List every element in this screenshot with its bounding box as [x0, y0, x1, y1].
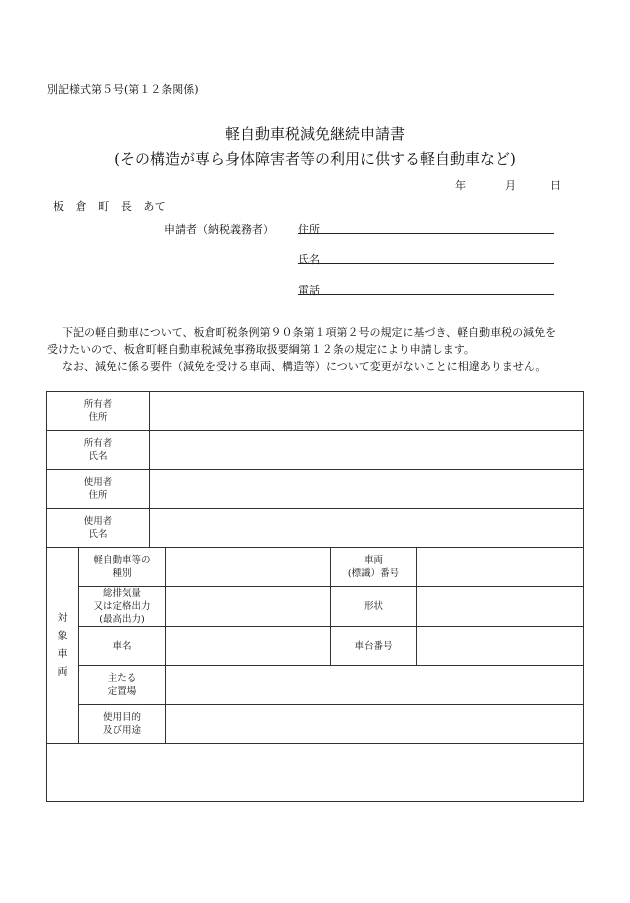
- date-day: 日: [550, 179, 561, 192]
- owner-name-field[interactable]: [150, 431, 584, 470]
- document-subtitle: (その構造が専ら身体障害者等の利用に供する軽自動車など): [114, 150, 516, 168]
- displacement-field[interactable]: [166, 587, 331, 627]
- name-label: 氏名: [298, 253, 320, 266]
- vehicle-name-label: 車名: [79, 627, 166, 666]
- vehicle-name-field[interactable]: [166, 627, 331, 666]
- vehicle-group-label: 対 象 車 両: [47, 548, 79, 744]
- date-month: 月: [505, 179, 516, 192]
- body-line-3: なお、減免に係る要件（減免を受ける車両、構造等）について変更がないことに相違ありません。: [62, 360, 547, 373]
- address-label: 住所: [298, 223, 320, 236]
- purpose-label: 使用目的 及び用途: [79, 705, 166, 744]
- date-year: 年: [455, 179, 466, 192]
- vehicle-type-label: 軽自動車等の 種別: [79, 548, 166, 587]
- name-line[interactable]: [298, 263, 554, 264]
- addressee: 板 倉 町 長 あて: [53, 200, 166, 213]
- chassis-number-field[interactable]: [417, 627, 584, 666]
- address-line[interactable]: [298, 233, 554, 234]
- owner-address-label: 所有者 住所: [47, 392, 150, 431]
- remarks-field[interactable]: [47, 744, 584, 802]
- user-address-label: 使用者 住所: [47, 470, 150, 509]
- user-name-label: 使用者 氏名: [47, 509, 150, 548]
- application-table: [46, 391, 584, 802]
- storage-place-field[interactable]: [166, 666, 584, 705]
- vehicle-type-field[interactable]: [166, 548, 331, 587]
- user-name-field[interactable]: [150, 509, 584, 548]
- phone-line[interactable]: [298, 294, 554, 295]
- user-address-field[interactable]: [150, 470, 584, 509]
- displacement-label: 総排気量 又は定格出力 (最高出力): [79, 587, 166, 627]
- storage-place-label: 主たる 定置場: [79, 666, 166, 705]
- owner-address-field[interactable]: [150, 392, 584, 431]
- body-line-2: 受けたいので、板倉町軽自動車税減免事務取扱要綱第１２条の規定により申請します。: [47, 343, 475, 356]
- chassis-number-label: 車台番号: [331, 627, 417, 666]
- phone-label: 電話: [298, 284, 320, 297]
- model-field[interactable]: [417, 587, 584, 627]
- plate-number-label: 車両 (標識）番号: [331, 548, 417, 587]
- model-label: 形状: [331, 587, 417, 627]
- owner-name-label: 所有者 氏名: [47, 431, 150, 470]
- plate-number-field[interactable]: [417, 548, 584, 587]
- form-number: 別記様式第５号(第１２条関係): [47, 83, 199, 96]
- document-title: 軽自動車税減免継続申請書: [224, 125, 405, 143]
- body-line-1: 下記の軽自動車について、板倉町税条例第９０条第１項第２号の規定に基づき、軽自動車税の減免を: [62, 326, 557, 339]
- applicant-label: 申請者（納税義務者）: [164, 223, 274, 236]
- purpose-field[interactable]: [166, 705, 584, 744]
